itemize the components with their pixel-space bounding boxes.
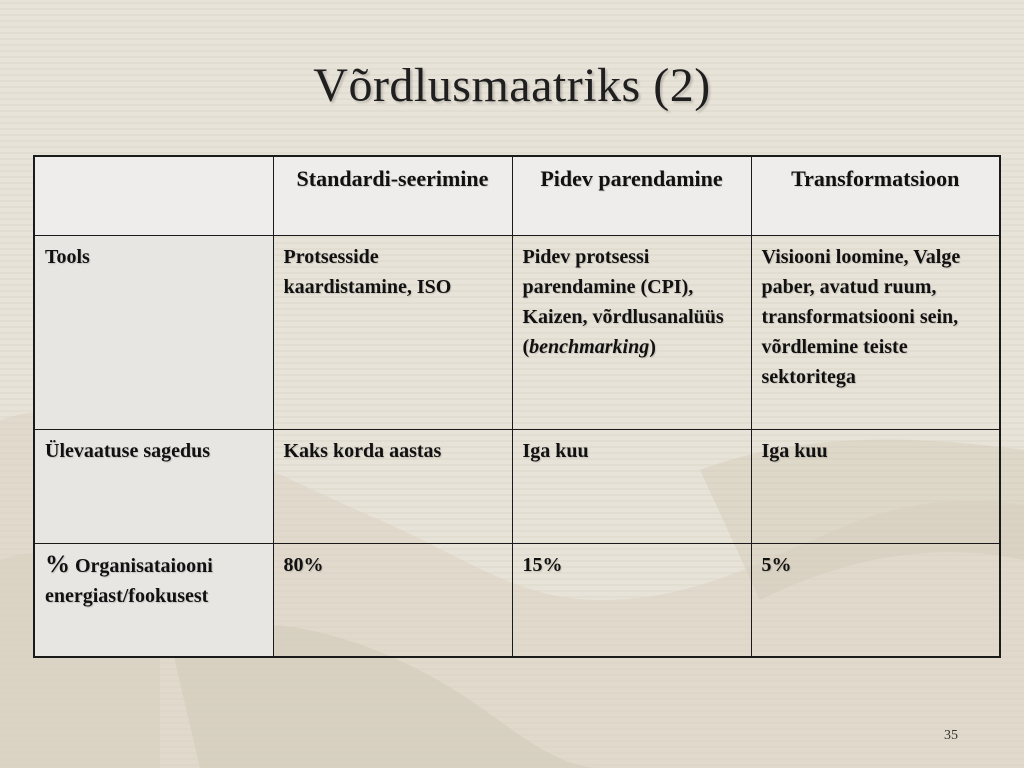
header-transformatsioon: Transformatsioon [751, 156, 1000, 235]
cell-tools-pidev-close: ) [649, 335, 656, 358]
benchmarking-italic: benchmarking [529, 335, 650, 358]
table-row-ulevaatuse-sagedus [34, 429, 1000, 543]
cell-sagedus-transformatsioon: Iga kuu [751, 429, 1000, 543]
cell-energia-standardiseerimine: 80% [273, 543, 512, 657]
table-header-row [34, 156, 1000, 235]
row-label-tools: Tools [34, 235, 273, 429]
header-empty-cell [34, 156, 273, 235]
table-row-tools [34, 235, 1000, 429]
cell-sagedus-standardiseerimine: Kaks korda aastas [273, 429, 512, 543]
percent-symbol: % [45, 550, 70, 578]
row-label-energia-text: Organisataiooni energiast/fookusest [45, 554, 213, 607]
slide-title: Võrdlusmaatriks (2) [313, 59, 711, 112]
cell-tools-pidev-text: Pidev protsessi parendamine (CPI), Kaizen, võrdlusanalüüs ( [522, 245, 724, 358]
cell-tools-pidev [512, 235, 751, 429]
table-row-organisatsiooni-energia [34, 543, 1000, 657]
header-standardiseerimine: Standardi-seerimine [273, 156, 512, 235]
page-number: 35 [944, 728, 958, 743]
cell-tools-standardiseerimine: Protsesside kaardistamine, ISO [273, 235, 512, 429]
row-label-ulevaatuse-sagedus: Ülevaatuse sagedus [34, 429, 273, 543]
cell-energia-transformatsioon: 5% [751, 543, 1000, 657]
row-label-organisatsiooni-energia [34, 543, 273, 657]
cell-tools-transformatsioon: Visiooni loomine, Valge paber, avatud ruum, transformatsiooni sein, võrdlemine teiste sektoritega [751, 235, 1000, 429]
cell-energia-pidev: 15% [512, 543, 751, 657]
cell-sagedus-pidev: Iga kuu [512, 429, 751, 543]
comparison-matrix [33, 155, 1001, 658]
header-pidev-parendamine: Pidev parendamine [512, 156, 751, 235]
